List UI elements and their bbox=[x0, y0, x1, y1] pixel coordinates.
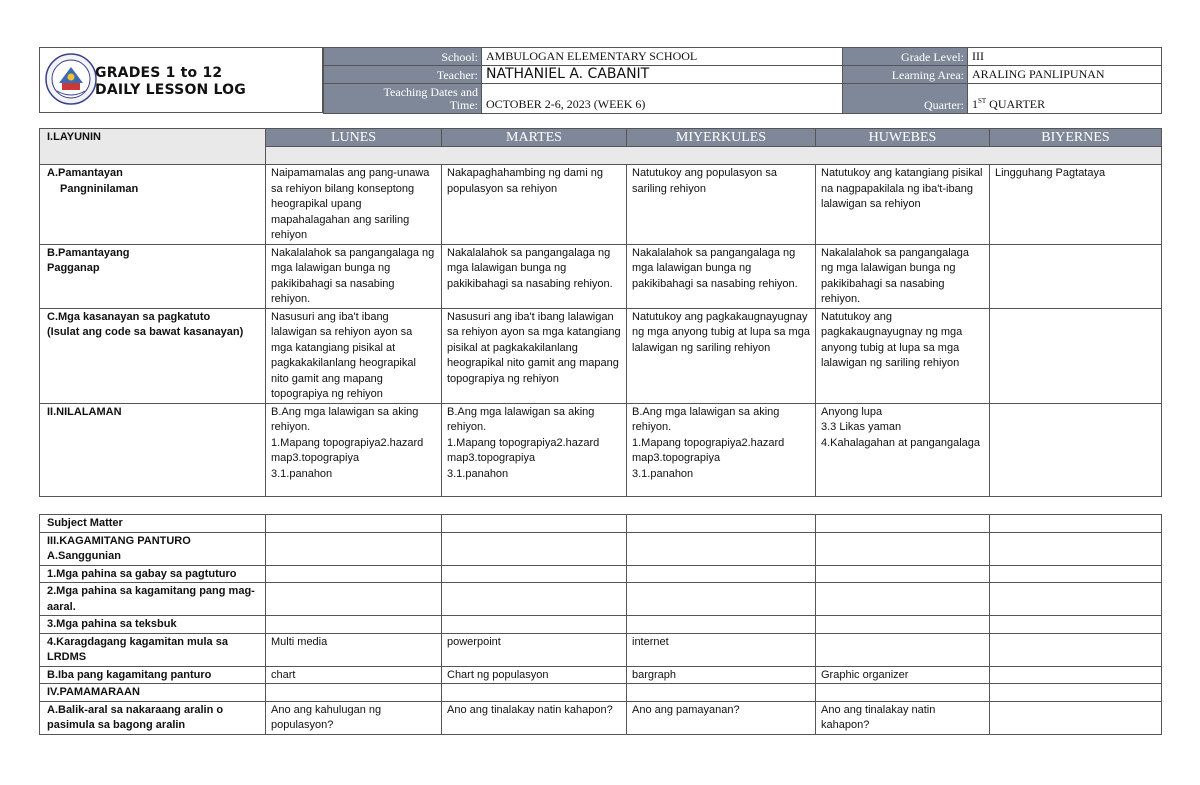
row-label bbox=[40, 165, 266, 245]
cell-martes: Ano ang tinalakay natin kahapon? bbox=[442, 701, 627, 734]
cell-lunes bbox=[266, 532, 442, 565]
cell-huwebes: Graphic organizer bbox=[816, 666, 990, 684]
cell-biyernes bbox=[990, 403, 1162, 496]
row-label bbox=[40, 244, 266, 308]
cell-martes bbox=[442, 616, 627, 634]
cell-biyernes bbox=[990, 666, 1162, 684]
page-title bbox=[95, 65, 246, 99]
title-line-2: DAILY LESSON LOG bbox=[95, 82, 246, 98]
cell-lunes: chart bbox=[266, 666, 442, 684]
cell-biyernes bbox=[990, 684, 1162, 702]
day-header-huwebes: HUWEBES bbox=[816, 129, 990, 147]
cell-miyerkules: bargraph bbox=[627, 666, 816, 684]
cell-miyerkules: Ano ang pamayanan? bbox=[627, 701, 816, 734]
table-row bbox=[40, 684, 1162, 702]
grade-level-label: Grade Level: bbox=[843, 48, 968, 66]
cell-huwebes bbox=[816, 633, 990, 666]
grade-level-value: III bbox=[968, 48, 1162, 66]
cell-martes: Nakapaghahambing ng dami ng populasyon sa rehiyon bbox=[442, 165, 627, 245]
quarter-number: 1 bbox=[972, 97, 978, 111]
teaching-dates-label-line2: Time: bbox=[449, 98, 478, 112]
deped-seal-icon bbox=[45, 53, 97, 105]
cell-martes: powerpoint bbox=[442, 633, 627, 666]
cell-lunes: Nakalalahok sa pangangalaga ng mga lalawigan bunga ng pakikibahagi sa nasabing rehiyon. bbox=[266, 244, 442, 308]
row-label: IV.PAMAMARAAN bbox=[40, 684, 266, 702]
cell-miyerkules: Natutukoy ang pagkakaugnayugnay ng mga anyong tubig at lupa sa mga lalawigan ng sariling rehiyon bbox=[627, 308, 816, 403]
title-line-1: GRADES 1 to 12 bbox=[95, 65, 223, 81]
learning-area-value: ARALING PANLIPUNAN bbox=[968, 66, 1162, 84]
table-row bbox=[40, 403, 1162, 496]
cell-biyernes bbox=[990, 565, 1162, 583]
school-label: School: bbox=[324, 48, 482, 66]
school-value: AMBULOGAN ELEMENTARY SCHOOL bbox=[482, 48, 843, 66]
row-label: B.Iba pang kagamitang panturo bbox=[40, 666, 266, 684]
cell-huwebes: Natutukoy ang pagkakaugnayugnay ng mga anyong tubig at lupa sa mga lalawigan ng sariling rehiyon bbox=[816, 308, 990, 403]
materials-rows bbox=[40, 515, 1162, 735]
teaching-dates-label bbox=[324, 84, 482, 114]
cell-miyerkules bbox=[627, 515, 816, 533]
row-label: A.Balik-aral sa nakaraang aralin o pasimula sa bagong aralin bbox=[40, 701, 266, 734]
teacher-value: NATHANIEL A. CABANIT bbox=[482, 66, 843, 84]
cell-miyerkules bbox=[627, 565, 816, 583]
cell-martes bbox=[442, 532, 627, 565]
row-label-line2: (Isulat ang code sa bawat kasanayan) bbox=[47, 326, 244, 338]
cell-lunes bbox=[266, 565, 442, 583]
row-label-line2: Pagganap bbox=[47, 262, 100, 274]
day-header-biyernes: BIYERNES bbox=[990, 129, 1162, 147]
cell-miyerkules: Nakalalahok sa pangangalaga ng mga lalawigan bunga ng pakikibahagi sa nasabing rehiyon. bbox=[627, 244, 816, 308]
cell-martes: Nasusuri ang iba't ibang lalawigan sa rehiyon ayon sa mga katangiang pisikal at pagkakakilanlang heograpikal nito gamit ang mapang topograpiya ng rehiyon bbox=[442, 308, 627, 403]
cell-biyernes: Lingguhang Pagtataya bbox=[990, 165, 1162, 245]
day-header-lunes: LUNES bbox=[266, 129, 442, 147]
cell-martes: Chart ng populasyon bbox=[442, 666, 627, 684]
objectives-rows bbox=[40, 165, 1162, 497]
cell-martes bbox=[442, 565, 627, 583]
cell-lunes bbox=[266, 583, 442, 616]
cell-lunes: Naipamamalas ang pang-unawa sa rehiyon bilang konseptong heograpikal upang mapahalagahan ang sariling rehiyon bbox=[266, 165, 442, 245]
table-row bbox=[40, 532, 1162, 565]
row-label: 2.Mga pahina sa kagamitang pang mag-aaral. bbox=[40, 583, 266, 616]
cell-lunes: Ano ang kahulugan ng populasyon? bbox=[266, 701, 442, 734]
cell-martes: B.Ang mga lalawigan sa aking rehiyon. 1.Mapang topograpiya2.hazard map3.topograpiya 3.1.panahon bbox=[442, 403, 627, 496]
row-label: Subject Matter bbox=[40, 515, 266, 533]
row-label bbox=[40, 308, 266, 403]
table-row bbox=[40, 515, 1162, 533]
cell-biyernes bbox=[990, 515, 1162, 533]
cell-martes: Nakalalahok sa pangangalaga ng mga lalawigan bunga ng pakikibahagi sa nasabing rehiyon. bbox=[442, 244, 627, 308]
quarter-ordinal: ST bbox=[978, 97, 987, 105]
table-row bbox=[40, 583, 1162, 616]
cell-biyernes bbox=[990, 701, 1162, 734]
row-label bbox=[40, 403, 266, 496]
cell-huwebes bbox=[816, 583, 990, 616]
cell-biyernes bbox=[990, 583, 1162, 616]
cell-miyerkules bbox=[627, 532, 816, 565]
cell-lunes: Multi media bbox=[266, 633, 442, 666]
table-row bbox=[40, 308, 1162, 403]
table-row bbox=[40, 616, 1162, 634]
cell-miyerkules: B.Ang mga lalawigan sa aking rehiyon. 1.Mapang topograpiya2.hazard map3.topograpiya 3.1.panahon bbox=[627, 403, 816, 496]
row-label-line1: B.Pamantayang bbox=[47, 246, 130, 259]
day-header-martes: MARTES bbox=[442, 129, 627, 147]
table-row bbox=[40, 666, 1162, 684]
cell-huwebes: Natutukoy ang katangiang pisikal na nagpapakilala ng iba't-ibang lalawigan sa rehiyon bbox=[816, 165, 990, 245]
cell-lunes bbox=[266, 515, 442, 533]
table-row bbox=[40, 244, 1162, 308]
row-label-line1: II.NILALAMAN bbox=[47, 405, 122, 418]
table-row bbox=[40, 633, 1162, 666]
row-label-line2: Pangninilaman bbox=[60, 182, 139, 195]
cell-biyernes bbox=[990, 244, 1162, 308]
cell-huwebes bbox=[816, 565, 990, 583]
cell-biyernes bbox=[990, 532, 1162, 565]
header-info-table bbox=[323, 47, 1162, 114]
row-label: 4.Karagdagang kagamitan mula sa LRDMS bbox=[40, 633, 266, 666]
lesson-log-title-block bbox=[39, 47, 323, 113]
layunin-label: I.LAYUNIN bbox=[40, 129, 266, 165]
cell-miyerkules bbox=[627, 583, 816, 616]
teaching-dates-label-line1: Teaching Dates and bbox=[383, 85, 478, 99]
objectives-table bbox=[39, 128, 1162, 497]
cell-lunes bbox=[266, 616, 442, 634]
teaching-dates-value: OCTOBER 2-6, 2023 (WEEK 6) bbox=[482, 84, 843, 114]
cell-martes bbox=[442, 583, 627, 616]
row-label-line1: A.Pamantayan bbox=[47, 167, 123, 179]
day-header-spacer bbox=[266, 147, 1162, 165]
cell-huwebes bbox=[816, 684, 990, 702]
row-label: 1.Mga pahina sa gabay sa pagtuturo bbox=[40, 565, 266, 583]
row-label: 3.Mga pahina sa teksbuk bbox=[40, 616, 266, 634]
table-row bbox=[40, 701, 1162, 734]
learning-area-label: Learning Area: bbox=[843, 66, 968, 84]
cell-huwebes bbox=[816, 616, 990, 634]
table-row bbox=[40, 165, 1162, 245]
cell-lunes bbox=[266, 684, 442, 702]
cell-huwebes bbox=[816, 515, 990, 533]
cell-huwebes: Anyong lupa 3.3 Likas yaman 4.Kahalagahan at pangangalaga bbox=[816, 403, 990, 496]
cell-lunes: B.Ang mga lalawigan sa aking rehiyon. 1.Mapang topograpiya2.hazard map3.topograpiya 3.1.panahon bbox=[266, 403, 442, 496]
day-header-miyerkules: MIYERKULES bbox=[627, 129, 816, 147]
row-label: III.KAGAMITANG PANTURO A.Sanggunian bbox=[40, 532, 266, 565]
cell-huwebes bbox=[816, 532, 990, 565]
materials-table bbox=[39, 514, 1162, 735]
cell-martes bbox=[442, 515, 627, 533]
quarter-value bbox=[968, 84, 1162, 114]
cell-biyernes bbox=[990, 616, 1162, 634]
cell-biyernes bbox=[990, 308, 1162, 403]
cell-biyernes bbox=[990, 633, 1162, 666]
cell-lunes: Nasusuri ang iba't ibang lalawigan sa rehiyon ayon sa mga katangiang pisikal at pagkakakilanlang heograpikal nito gamit ang mapang topograpiya ng rehiyon bbox=[266, 308, 442, 403]
cell-miyerkules bbox=[627, 684, 816, 702]
cell-huwebes: Nakalalahok sa pangangalaga ng mga lalawigan bunga ng pakikibahagi sa nasabing rehiyon. bbox=[816, 244, 990, 308]
quarter-word: QUARTER bbox=[986, 97, 1046, 111]
cell-huwebes: Ano ang tinalakay natin kahapon? bbox=[816, 701, 990, 734]
row-label-line1: C.Mga kasanayan sa pagkatuto bbox=[47, 310, 211, 323]
teacher-label: Teacher: bbox=[324, 66, 482, 84]
table-row bbox=[40, 565, 1162, 583]
cell-miyerkules bbox=[627, 616, 816, 634]
cell-martes bbox=[442, 684, 627, 702]
cell-miyerkules: Natutukoy ang populasyon sa sariling rehiyon bbox=[627, 165, 816, 245]
quarter-label: Quarter: bbox=[843, 84, 968, 114]
cell-miyerkules: internet bbox=[627, 633, 816, 666]
